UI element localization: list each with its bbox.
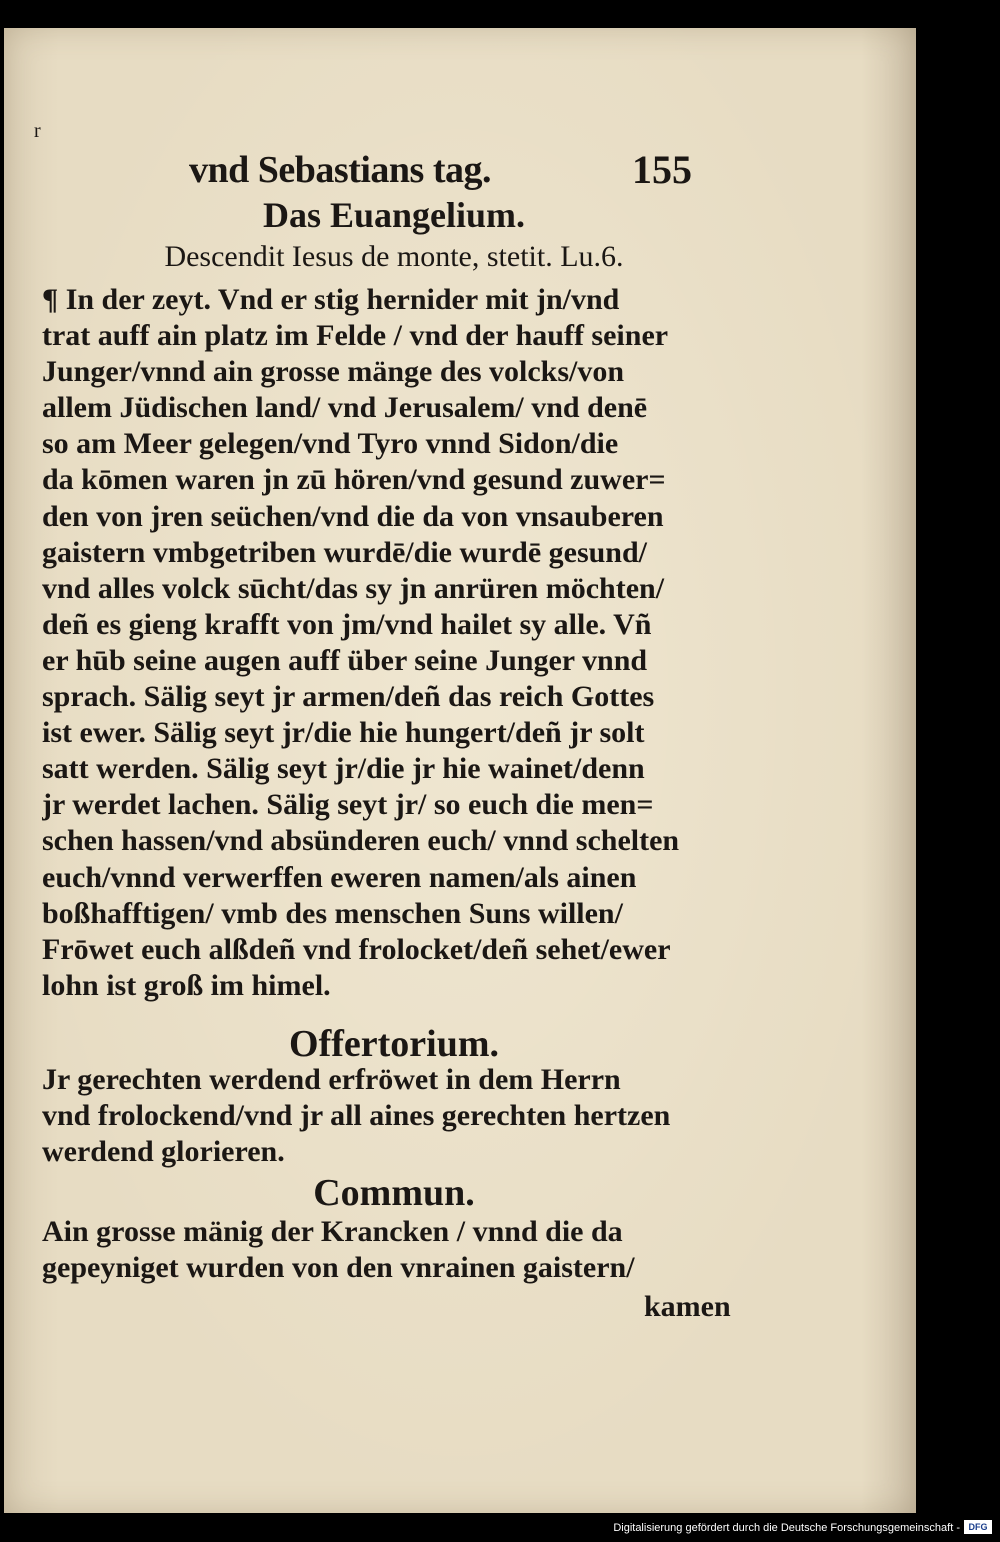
text-line: so am Meer gelegen/vnd Tyro vnnd Sidon/die bbox=[42, 427, 619, 461]
text-line: gaistern vmbgetriben wurdē/die wurdē gesund/ bbox=[42, 535, 648, 569]
book-page bbox=[4, 28, 916, 1513]
gospel-text bbox=[42, 282, 744, 1004]
text-line: allem Jüdischen land/ vnd Jerusalem/ vnd denē bbox=[42, 391, 648, 425]
text-line: euch/vnnd verwerffen eweren namen/als ainen bbox=[42, 860, 637, 894]
text-line: ist ewer. Sälig seyt jr/die hie hungert/deñ jr solt bbox=[42, 716, 645, 750]
text-line: gepeyniget wurden von den vnrainen gaistern/ bbox=[42, 1251, 635, 1284]
offertorium-text bbox=[42, 1062, 744, 1170]
margin-mark: r bbox=[34, 120, 41, 142]
text-line: Junger/vnnd ain grosse mänge des volcks/von bbox=[42, 355, 625, 389]
gospel-incipit: Descendit Iesus de monte, stetit. Lu.6. bbox=[164, 240, 624, 273]
text-line: satt werden. Sälig seyt jr/die jr hie wainet/denn bbox=[42, 752, 645, 786]
text-line: boßhafftigen/ vmb des menschen Suns willen/ bbox=[42, 896, 623, 930]
text-line: da kōmen waren jn zū hören/vnd gesund zuwer= bbox=[42, 463, 666, 497]
text-line: Jr gerechten werdend erfröwet in dem Herrn bbox=[42, 1063, 621, 1096]
digitization-credit: Digitalisierung gefördert durch die Deutsche Forschungsgemeinschaft - bbox=[613, 1522, 960, 1534]
text-line: deñ es gieng krafft von jm/vnd hailet sy alle. Vñ bbox=[42, 607, 652, 641]
text-line: trat auff ain platz im Felde / vnd der hauff seiner bbox=[42, 319, 669, 353]
text-line: werdend glorieren. bbox=[42, 1135, 285, 1168]
commun-title: Commun. bbox=[313, 1172, 475, 1214]
dfg-logo: DFG bbox=[964, 1520, 992, 1534]
text-line: sprach. Sälig seyt jr armen/deñ das reich Gottes bbox=[42, 680, 655, 714]
text-line: er hūb seine augen auff über seine Junger vnnd bbox=[42, 643, 648, 677]
text-line: lohn ist groß im himel. bbox=[42, 968, 331, 1002]
page-number: 155 bbox=[632, 147, 692, 192]
text-line: den von jren seüchen/vnd die da von vnsauberen bbox=[42, 499, 664, 533]
gospel-title: Das Euangelium. bbox=[262, 195, 526, 235]
text-line: jr werdet lachen. Sälig seyt jr/ so euch die men= bbox=[42, 788, 654, 822]
text-line: schen hassen/vnd absünderen euch/ vnnd schelten bbox=[42, 824, 680, 858]
commun-text bbox=[42, 1214, 744, 1286]
text-line: vnd frolockend/vnd jr all aines gerechten hertzen bbox=[42, 1099, 671, 1132]
text-line: Ain grosse mänig der Krancken / vnnd die da bbox=[42, 1215, 623, 1248]
text-line: vnd alles volck sūcht/das sy jn anrüren möchten/ bbox=[42, 571, 665, 605]
offertorium-title: Offertorium. bbox=[289, 1023, 499, 1065]
text-line: ¶ In der zeyt. Vnd er stig hernider mit jn/vnd bbox=[42, 283, 620, 316]
catchword: kamen bbox=[644, 1290, 731, 1323]
running-title: vnd Sebastians tag. bbox=[189, 149, 491, 191]
text-line: Frōwet euch alßdeñ vnd frolocket/deñ sehet/ewer bbox=[42, 932, 671, 966]
